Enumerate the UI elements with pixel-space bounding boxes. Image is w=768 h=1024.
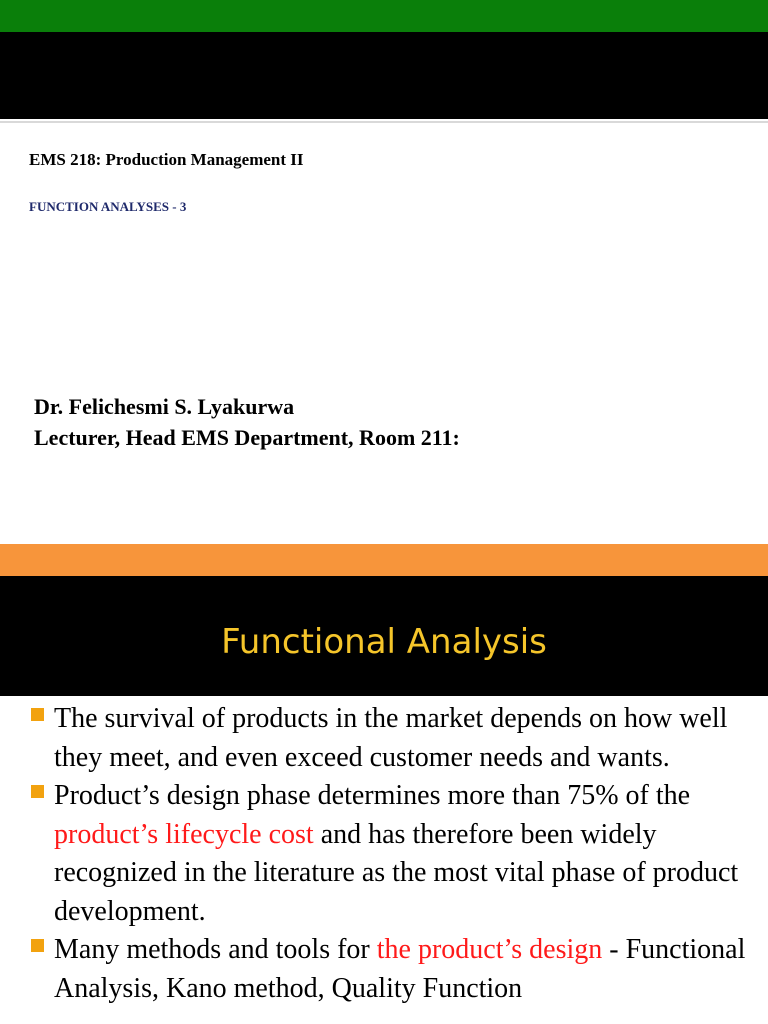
highlight-text: the product’s design (376, 934, 603, 965)
lecture-subtitle: FUNCTION ANALYSES - 3 (29, 199, 187, 214)
bullet-list (0, 700, 768, 1008)
green-header-bar (0, 0, 768, 32)
bullet-square-icon (31, 708, 44, 721)
author-name: Dr. Felichesmi S. Lyakurwa (34, 394, 295, 419)
bullet-item (0, 777, 768, 931)
bullet-text: Product’s design phase determines more than 75% of the (54, 780, 691, 811)
orange-header-bar (0, 544, 768, 576)
bullet-square-icon (31, 939, 44, 952)
bullet-text: The survival of products in the market depends on how well they meet, and even exceed customer needs and wants. (54, 703, 728, 773)
black-header-band (0, 32, 768, 119)
author-role: Lecturer, Head EMS Department, Room 211: (34, 425, 460, 450)
author-block (34, 391, 460, 453)
highlight-text: product’s lifecycle cost (54, 818, 314, 850)
bullet-item (0, 700, 768, 777)
bullet-square-icon (31, 785, 44, 798)
bullet-text: and has therefore been widely recognized in the literature as the most vital phase of product development. (54, 818, 739, 927)
bullet-text: Many methods and tools for (54, 934, 377, 965)
course-title: EMS 218: Production Management II (29, 150, 304, 169)
bullet-item (0, 931, 768, 1008)
slide-title: Functional Analysis (221, 622, 547, 662)
divider-line (0, 121, 768, 123)
bullet-text: - Functional Analysis, Kano method, Quality Function (54, 934, 746, 1004)
